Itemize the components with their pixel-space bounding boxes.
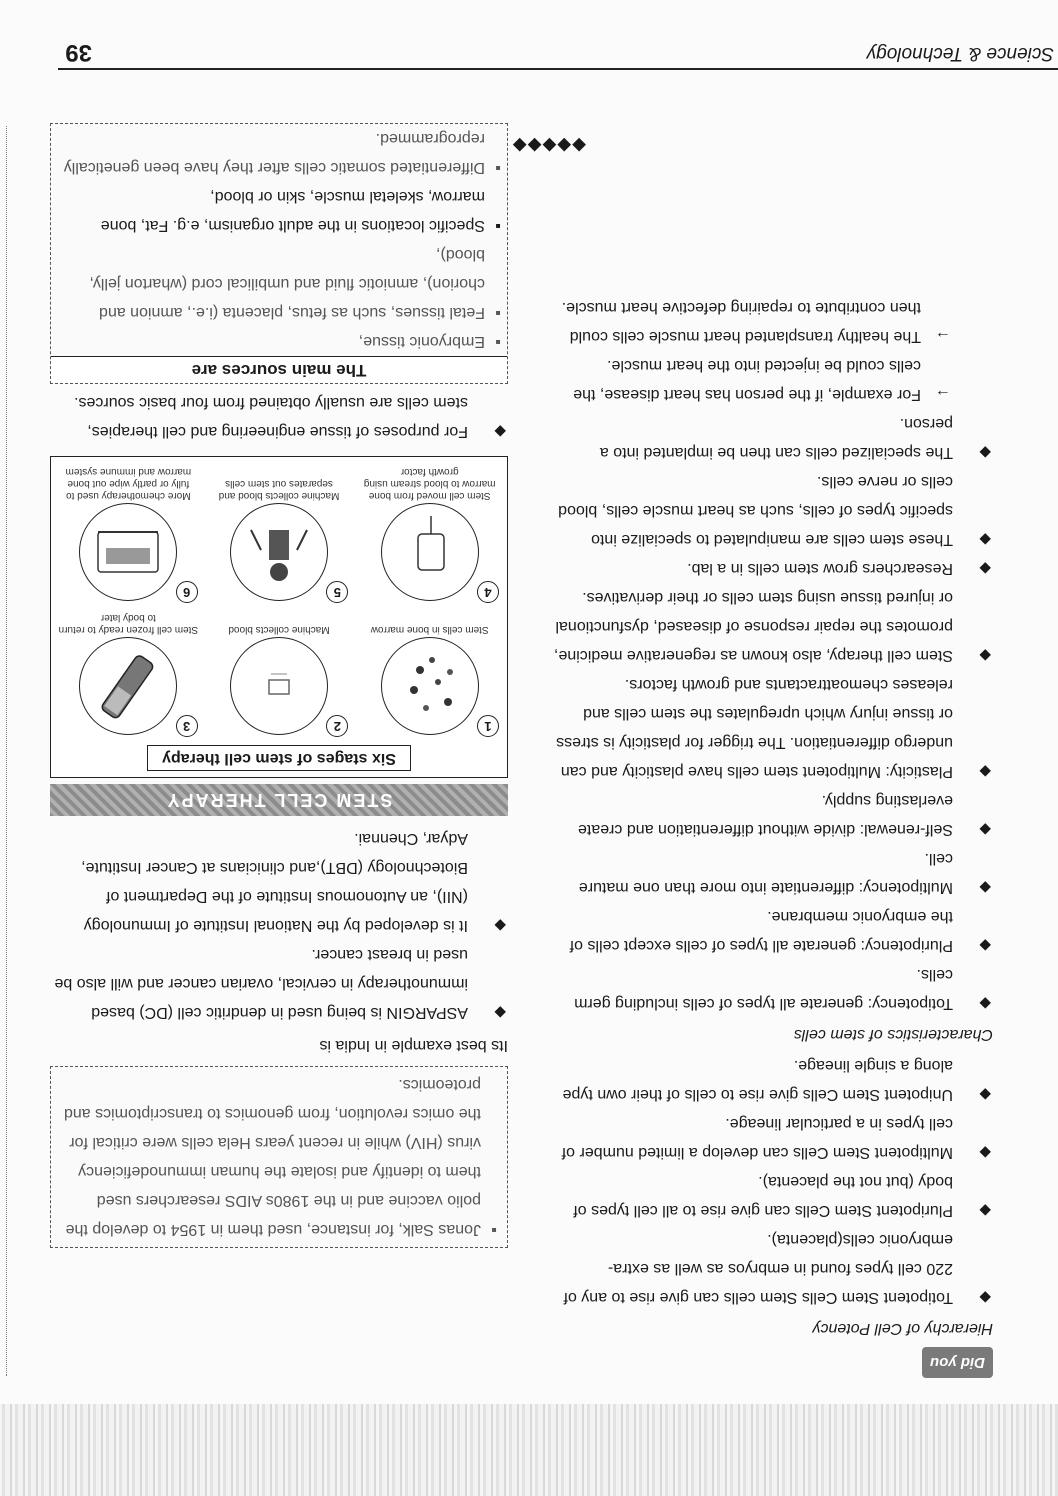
stage-caption: Stem cell moved from bone marrow to blood stream using growth factor: [363, 466, 496, 501]
stage-4: [358, 465, 501, 605]
frozen-vial-illustration: [79, 637, 177, 735]
india-example-item: ◆ ASPARGIN is being used in dendritic cell (DC) based immunotherapy in cervical, ovarian cancer and will also be used in breast cancer.: [50, 940, 508, 1027]
hierarchy-item: ◆ Totipotent Stem Cells Stem cells can give rise to any of 220 cell types found in embryos as well as extra-embryonic cells(placenta).: [548, 1225, 993, 1312]
source-item: ▪ Fetal tissues, such as fetus, placenta (i.e., amnion and chorion), amniotic fluid and umbilical cord (wharton jelly, blood),: [51, 240, 507, 327]
example-sub-item: → For example, if the person has heart disease, the cells could be injected into the heart muscle.: [548, 351, 993, 409]
stage-2: [208, 611, 351, 739]
stem-cell-therapy-banner: STEM CELL THERAPY: [50, 784, 508, 816]
source-item: ▪ Differentiated somatic cells after they have been genetically reprogrammed.: [51, 124, 507, 182]
bone-marrow-cells-illustration: [381, 637, 479, 735]
hierarchy-item: ◆ Unipotent Stem Cells give rise to cells of their own type along a single lineage.: [548, 1051, 993, 1109]
stage-5: [208, 465, 351, 605]
source-item: ▪ Embryonic tissue,: [51, 327, 507, 356]
characteristic-item: ◆ Totipotency: generate all types of cells including germ cells.: [548, 960, 993, 1018]
six-stages-title: Six stages of stem cell therapy: [147, 745, 411, 771]
main-sources-box: [50, 123, 508, 384]
page-number: 39: [65, 39, 92, 66]
hierarchy-item: ◆ Multipotent Stem Cells can develop a limited number of cell types in a particular lineage.: [548, 1109, 993, 1167]
footer-rule: [58, 68, 1058, 70]
characteristic-item: ◆ These stem cells are manipulated to specialize into specific types of cells, such as heart muscle cells, blood cells or nerve cells.: [548, 467, 993, 554]
characteristic-item: ◆ Self-renewal: divide without differentiation and create everlasting supply.: [548, 786, 993, 844]
section-title: Science & Technology: [866, 43, 1054, 64]
characteristic-item: ◆ Multipotency: differentiate into more than one mature cell.: [548, 844, 993, 902]
stage-caption: Machine collects blood: [228, 624, 330, 635]
india-example-intro: Its best example in India is: [319, 1037, 508, 1054]
characteristics-heading: Characteristics of stem cells: [793, 1026, 993, 1043]
india-example-item: ◆ It is developed by the National Institute of Immunology (NII), an Autonomous Institute of the Department of Biotechnology (DBT),and clinicians at Cancer Institute, Adyar, Chennai.: [50, 824, 508, 940]
stage-number: 5: [326, 581, 348, 603]
chemo-machine-illustration: [79, 503, 177, 601]
scan-edge: [0, 126, 7, 1376]
sources-intro: ◆ For purposes of tissue engineering and cell therapies, stem cells are usually obtained from four basic sources.: [50, 388, 508, 446]
stage-number: 6: [176, 581, 198, 603]
right-column: [50, 123, 508, 1248]
stage-3: [57, 611, 200, 739]
stage-caption: Stem cells in bone marrow: [370, 624, 489, 635]
characteristic-item: ◆ Plasticity: Multipotent stem cells have plasticity and can undergo differentiation. The trigger for plasticity is stress or tissue injury which upregulates the stem cells and releases chemoattractants and growth factors.: [548, 670, 993, 786]
stage-number: 3: [176, 715, 198, 737]
scan-noise-band: [0, 1404, 1058, 1496]
hierarchy-item: ◆ Pluripotent Stem Cells can give rise to all cell types of body (but not the placenta).: [548, 1167, 993, 1225]
blood-machine-illustration: [230, 637, 328, 735]
hierarchy-heading: Hierarchy of Cell Potency: [812, 1320, 993, 1337]
stage-number: 2: [326, 715, 348, 737]
characteristic-item: ◆ Stem cell therapy, also known as regenerative medicine, promotes the repair response of diseased, dysfunctional or injured tissue using stem cells or their derivatives.: [548, 583, 993, 670]
stage-number: 1: [477, 715, 499, 737]
stage-1: [358, 611, 501, 739]
stage-number: 4: [477, 581, 499, 603]
patient-drip-illustration: [230, 503, 328, 601]
stage-caption: Machine collects blood and separates out stem cells: [218, 478, 340, 501]
left-column: [548, 293, 993, 1378]
main-sources-title: The main sources are: [51, 356, 507, 383]
stage-6: [57, 465, 200, 605]
syringe-illustration: [381, 503, 479, 601]
example-sub-item: → The healthy transplanted heart muscle cells could then contribute to repairing defective heart muscle.: [548, 293, 993, 351]
stage-caption: More chemotherapy used to fully or partly wipe out bone marrow and immune system: [65, 466, 192, 501]
source-item: ▪ Specific locations in the adult organism, e.g. Fat, bone marrow, skeletal muscle, skin or blood,: [51, 182, 507, 240]
six-stages-figure: [50, 456, 508, 778]
end-of-chapter-marker: ◆◆◆◆◆: [511, 136, 586, 156]
characteristic-item: ◆ The specialized cells can then be implanted into a person.: [548, 409, 993, 467]
jonas-salk-text: ▪ Jonas Salk, for instance, used them in 1954 to develop the polio vaccine and in the 1980s AIDS researchers used them to identify and isolate the human immunodeficiency virus (HIV) while in recent years Hela cells were critical for the omics revolution, from genomics to transcriptomics and proteomics.: [59, 1070, 499, 1244]
characteristic-item: ◆ Researchers grow stem cells in a lab.: [548, 554, 993, 583]
characteristic-item: ◆ Pluripotency: generate all types of cells except cells of the embryonic membrane.: [548, 902, 993, 960]
stage-caption: Stem cell frozen ready to return to body later: [58, 612, 199, 635]
did-you-know-badge: Did you: [922, 1347, 993, 1378]
jonas-salk-box: [50, 1066, 508, 1248]
